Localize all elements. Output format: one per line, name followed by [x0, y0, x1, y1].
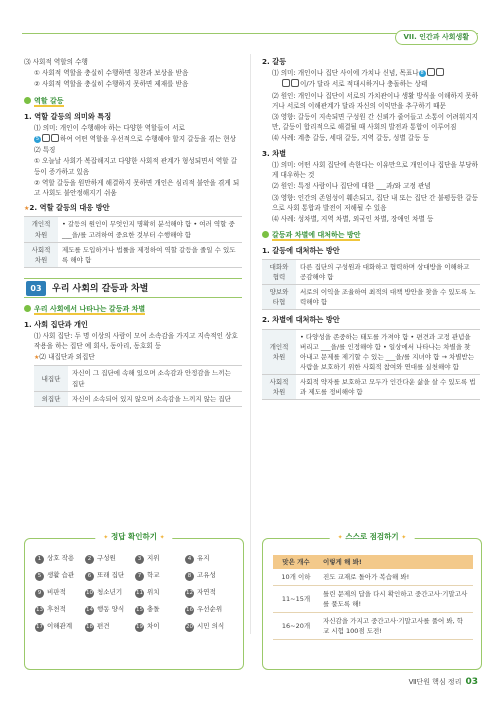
answer-text: 구성원 [97, 554, 116, 562]
answer-box [24, 532, 244, 670]
answer-number-icon: 14 [86, 607, 93, 613]
answer-item [35, 621, 85, 632]
answer-number-icon: 3 [135, 555, 144, 564]
answer-number-icon: 18 [86, 624, 93, 630]
column-header: 맞은 개수 [273, 555, 319, 569]
column-divider [250, 54, 251, 634]
score-range: 10개 이하 [273, 569, 319, 586]
left-column [24, 56, 242, 407]
text-line: ⑴ 의미: 개인이 수행해야 하는 다양한 역할들이 서로 [34, 123, 185, 132]
page-footer [409, 676, 478, 690]
answer-item [85, 553, 135, 564]
answer-item [135, 553, 185, 564]
answer-text: 생활 습관 [47, 571, 75, 579]
star-icon: ★ [34, 354, 40, 362]
answer-text: 후천적 [47, 605, 66, 613]
answer-item [35, 587, 85, 598]
section-number: 03 [26, 281, 46, 296]
text-line: ① 사회적 역할을 충실히 수행하면 칭찬과 보상을 받음 [34, 69, 189, 78]
section-heading: 1. 갈등에 대처하는 방안 [262, 246, 340, 255]
answer-text: 우선순위 [197, 605, 223, 613]
group-table [34, 365, 242, 406]
text-line: ⑷ 사례: 계층 갈등, 세대 갈등, 지역 갈등, 성별 갈등 등 [272, 134, 430, 143]
table-value: 자신이 소속되어 있지 않으며 소속감을 느끼지 않는 집단 [68, 391, 242, 406]
blank-boxes [427, 68, 445, 78]
answer-number-icon: 12 [186, 590, 193, 596]
table-key: 대화와 협력 [262, 260, 296, 285]
table-row [24, 242, 242, 267]
answer-number-icon: 4 [185, 555, 194, 564]
page-number: 03 [465, 677, 478, 687]
answer-text: 유지 [197, 554, 210, 562]
answer-item [85, 587, 135, 598]
blank-boxes [282, 79, 300, 89]
advice: 자신감을 가지고 중간고사·기말고사를 풀어 봐, 학교 시험 100점 도전! [319, 613, 473, 640]
topic-heading: 우리 사회에서 나타나는 갈등과 차별 [24, 304, 242, 315]
answer-text: 고유성 [197, 571, 216, 579]
answer-item [85, 621, 135, 632]
answer-item [135, 570, 185, 581]
answer-grid [35, 553, 235, 632]
table-key: 내집단 [34, 366, 68, 391]
answer-text: 시민 의식 [197, 622, 225, 630]
table-value: • 다양성을 존중하는 태도를 가져야 함 • 편견과 고정 관념을 버리고 ___을/를 인정해야 함 • 일상에서 나타나는 차별을 찾아내고 문제를 제기할 수 있는 ___을/를 지녀야 함 → 차별받는 사람을 보호하기 위한 사회적 참여와 연대를 실천해야 함 [296, 329, 480, 374]
answer-text: 지위 [147, 554, 160, 562]
answer-item [135, 587, 185, 598]
table-row [273, 586, 473, 613]
text-line: 5 하여 어떤 역할을 우선적으로 수행해야 할지 갈등을 겪는 현상 [35, 134, 237, 143]
answer-number-icon: 6 [85, 572, 94, 581]
self-check-box [262, 532, 482, 670]
number-badge-icon: 5 [35, 135, 40, 142]
text-line: ⑵ 원인: 특정 사람이나 집단에 대한 ___과/와 고정 관념 [272, 182, 431, 191]
answer-text: 비판적 [47, 588, 66, 596]
coping-table [24, 216, 242, 267]
answer-item [35, 553, 85, 564]
table-row [262, 374, 480, 399]
text-line: ① 오늘날 사회가 복잡해지고 다양한 사회적 관계가 형성되면서 역할 갈등이 증가하고 있음 [34, 157, 238, 176]
answer-number-icon: 20 [186, 624, 193, 630]
answer-text: 상호 작용 [47, 554, 75, 562]
leaf-icon [24, 305, 31, 312]
text-line: 이/가 달라 서로 적대시하거나 충돌하는 상태 [262, 79, 480, 89]
answer-number-icon: 16 [186, 607, 193, 613]
self-check-title: ✦ 스스로 점검하기 ✦ [330, 531, 415, 543]
table-value: 다른 집단의 구성원과 대화하고 협력하며 상대방을 이해하고 공감해야 함 [296, 260, 480, 285]
table-key: 개인적 차원 [262, 329, 296, 374]
answer-text: 위치 [147, 588, 160, 596]
table-row [262, 329, 480, 374]
section-heading: 2. 차별에 대처하는 방안 [262, 315, 340, 325]
self-check-table [273, 555, 473, 640]
answer-item [35, 570, 85, 581]
star-icon: ✦ [103, 534, 109, 541]
table-value: • 갈등의 원인이 무엇인지 명확히 분석해야 함 • 여러 역할 중 ___을/를 고려하여 중요한 것부터 수행해야 함 [58, 217, 242, 242]
answer-number-icon: 8 [185, 572, 194, 581]
answer-item [85, 570, 135, 581]
answer-text: 충돌 [147, 605, 160, 613]
answer-item [185, 621, 235, 632]
section-banner [24, 278, 242, 298]
advice: 진도 교재로 돌아가 복습해 봐! [319, 569, 473, 586]
text-line: ★⑵ 내집단과 외집단 [34, 353, 95, 362]
table-value: 사회적 약자를 보호하고 모두가 인간다운 삶을 살 수 있도록 법과 제도를 정비해야 함 [296, 374, 480, 399]
answer-number-icon: 7 [135, 572, 144, 581]
score-range: 16~20개 [273, 613, 319, 640]
text-line: ⑵ 원인: 개인이나 집단이 서로의 가치관이나 생활 방식을 이해하지 못하거나 서로의 이해관계가 달라 자신의 이익만을 추구하기 때문 [272, 91, 479, 110]
right-column [262, 56, 480, 400]
section-heading: 3. 차별 [262, 148, 287, 158]
conflict-table [262, 259, 480, 310]
answer-item [135, 621, 185, 632]
table-row [273, 569, 473, 586]
answer-text: 자연적 [197, 588, 216, 596]
answer-number-icon: 15 [136, 607, 143, 613]
answer-text: 또래 집단 [97, 571, 125, 579]
answer-number-icon: 10 [86, 590, 93, 596]
section-heading: 1. 역할 갈등의 의미와 특징 [24, 111, 112, 121]
table-row [34, 366, 242, 391]
table-row [34, 391, 242, 406]
star-icon: ★ [24, 205, 30, 213]
text-line: ⑴ 의미: 개인이나 집단 사이에 가치나 신념, 목표나 8 [262, 68, 480, 78]
table-key: 개인적 차원 [24, 217, 58, 242]
text-line: ⑷ 사례: 성차별, 지역 차별, 외국인 차별, 장애인 차별 등 [272, 214, 434, 223]
text-line: ② 역할 갈등을 원만하게 해결하지 못하면 개인은 심리적 불안을 겪게 되고 사회도 불안정해지기 쉬움 [34, 178, 240, 197]
section-heading: 1. 사회 집단과 개인 [24, 319, 88, 329]
table-row [24, 217, 242, 242]
answer-text: 편견 [97, 622, 110, 630]
answer-text: 청소년기 [97, 588, 123, 596]
answer-number-icon: 17 [36, 624, 43, 630]
answer-number-icon: 5 [35, 572, 44, 581]
answer-item [35, 604, 85, 615]
text-line: ② 사회적 역할을 충실히 수행하지 못하면 제재를 받음 [34, 80, 189, 89]
leaf-icon [24, 97, 31, 104]
table-key: 양보와 타협 [262, 285, 296, 310]
table-key: 외집단 [34, 391, 68, 406]
text-line: ⑶ 영향: 인간의 존엄성이 훼손되고, 집단 내 또는 집단 간 불평등한 갈등으로 사회 통합과 발전이 저해될 수 있음 [272, 193, 478, 212]
answer-number-icon: 2 [85, 555, 94, 564]
table-key: 사회적 차원 [24, 242, 58, 267]
answer-text: 학교 [147, 571, 160, 579]
answer-item [185, 553, 235, 564]
text-line: ⑶ 영향: 갈등이 지속되면 구성원 간 신뢰가 줄어들고 소통이 어려워지지만, 갈등이 합리적으로 해결될 때 사회의 발전과 통합이 이루어짐 [272, 113, 479, 132]
answer-item [185, 587, 235, 598]
section-heading: ★2. 역할 갈등의 대응 방안 [24, 203, 110, 213]
topic-heading: 역할 갈등 [24, 96, 242, 107]
answer-text: 행동 양식 [97, 605, 125, 613]
answer-number-icon: 19 [136, 624, 143, 630]
text-line: ⑴ 사회 집단: 두 명 이상의 사람이 모여 소속감을 가지고 지속적인 상호 작용을 하는 집단 예 회사, 동아리, 동호회 등 [34, 331, 238, 350]
text-line: ⑶ 사회적 역할의 수행 [24, 58, 88, 66]
star-icon: ✦ [337, 534, 343, 541]
table-row [262, 260, 480, 285]
answer-item [185, 604, 235, 615]
answer-number-icon: 11 [136, 590, 143, 596]
answer-item [185, 570, 235, 581]
star-icon: ✦ [401, 534, 407, 541]
section-heading: 2. 갈등 [262, 57, 287, 66]
chapter-tag: VII. 인간과 사회생활 [395, 30, 479, 45]
answer-box-title: ✦ 정답 확인하기 ✦ [95, 531, 172, 543]
text-line: ⑵ 특징 [34, 146, 56, 155]
table-value: 제도를 도입하거나 법률을 제정하여 역할 갈등을 줄일 수 있도록 해야 함 [58, 242, 242, 267]
advice: 틀린 문제의 답을 다시 확인하고 중간고사·기말고사를 풀도록 해! [319, 586, 473, 613]
leaf-icon [262, 231, 269, 238]
text-line: ⑴ 의미: 어떤 사회 집단에 속한다는 이유만으로 개인이나 집단을 부당하게 대우하는 것 [272, 160, 479, 180]
answer-item [135, 604, 185, 615]
footer-text: Ⅶ단원 핵심 정리 [408, 678, 462, 686]
blank-boxes [42, 134, 60, 144]
star-icon: ✦ [159, 534, 165, 541]
answer-number-icon: 13 [36, 607, 43, 613]
section-title: 우리 사회의 갈등과 차별 [52, 283, 149, 294]
answer-item [85, 604, 135, 615]
column-header: 이렇게 해 봐! [319, 555, 473, 569]
topic-heading: 갈등과 차별에 대처하는 방안 [262, 230, 480, 241]
answer-number-icon: 1 [35, 555, 44, 564]
answer-text: 차이 [147, 622, 160, 630]
answer-text: 이해관계 [47, 622, 73, 630]
table-value: 서로의 이익을 조율하여 최적의 대책 방안을 찾을 수 있도록 노력해야 함 [296, 285, 480, 310]
table-key: 사회적 차원 [262, 374, 296, 399]
table-value: 자신이 그 집단에 속해 있으며 소속감과 안정감을 느끼는 집단 [68, 366, 242, 391]
answer-number-icon: 9 [35, 589, 44, 598]
score-range: 11~15개 [273, 586, 319, 613]
table-row [273, 613, 473, 640]
table-row [262, 285, 480, 310]
discrimination-table [262, 329, 480, 400]
number-badge-icon: 8 [420, 70, 424, 77]
